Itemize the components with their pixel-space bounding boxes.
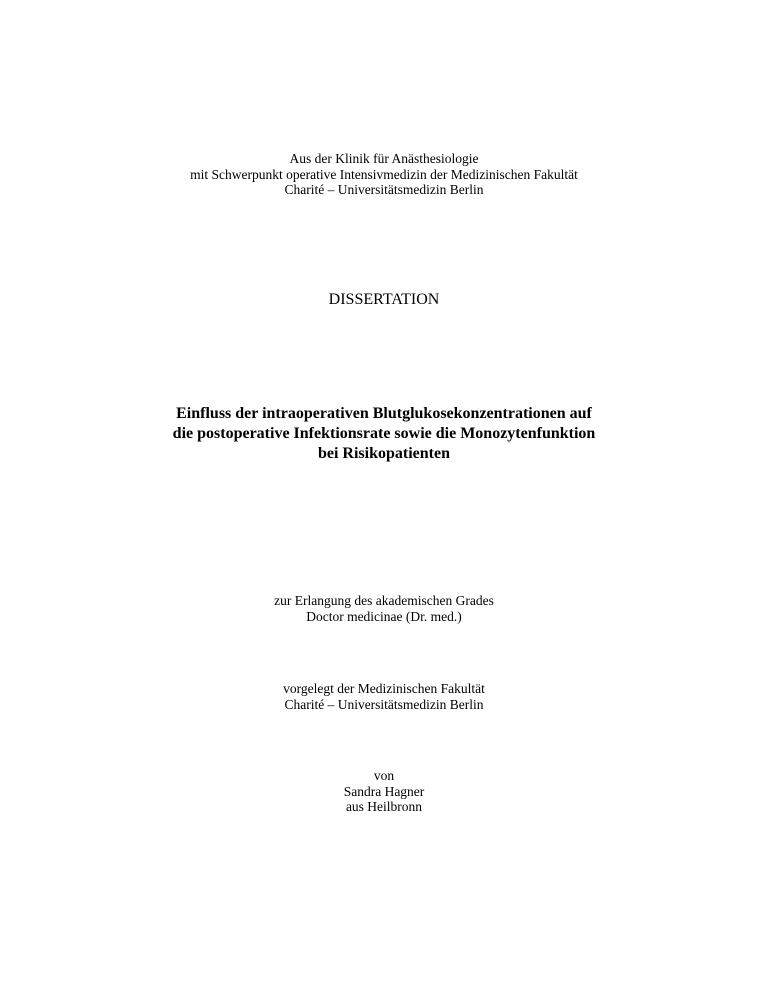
dissertation-title bbox=[0, 404, 768, 464]
author-prefix: von bbox=[373, 768, 395, 783]
author-block bbox=[0, 768, 768, 815]
title-line: die postoperative Infektionsrate sowie die Monozytenfunktion bbox=[172, 425, 596, 442]
document-type: DISSERTATION bbox=[328, 291, 440, 308]
institution-line: Charité – Universitätsmedizin Berlin bbox=[284, 182, 484, 197]
title-line: Einfluss der intraoperativen Blutglukosekonzentrationen auf bbox=[176, 405, 592, 422]
degree-line: Doctor medicinae (Dr. med.) bbox=[306, 608, 462, 624]
institution-header bbox=[0, 151, 768, 198]
institution-line: mit Schwerpunkt operative Intensivmedizin der Medizinischen Fakultät bbox=[190, 166, 578, 182]
degree-line: zur Erlangung des akademischen Grades bbox=[274, 593, 494, 608]
submission-statement bbox=[0, 681, 768, 712]
submission-line: Charité – Universitätsmedizin Berlin bbox=[284, 696, 484, 712]
institution-line: Aus der Klinik für Anästhesiologie bbox=[289, 151, 479, 166]
submission-line: vorgelegt der Medizinischen Fakultät bbox=[283, 681, 485, 696]
author-name: Sandra Hagner bbox=[343, 783, 425, 799]
title-line: bei Risikopatienten bbox=[317, 445, 450, 462]
author-origin: aus Heilbronn bbox=[345, 799, 423, 814]
degree-statement bbox=[0, 593, 768, 624]
